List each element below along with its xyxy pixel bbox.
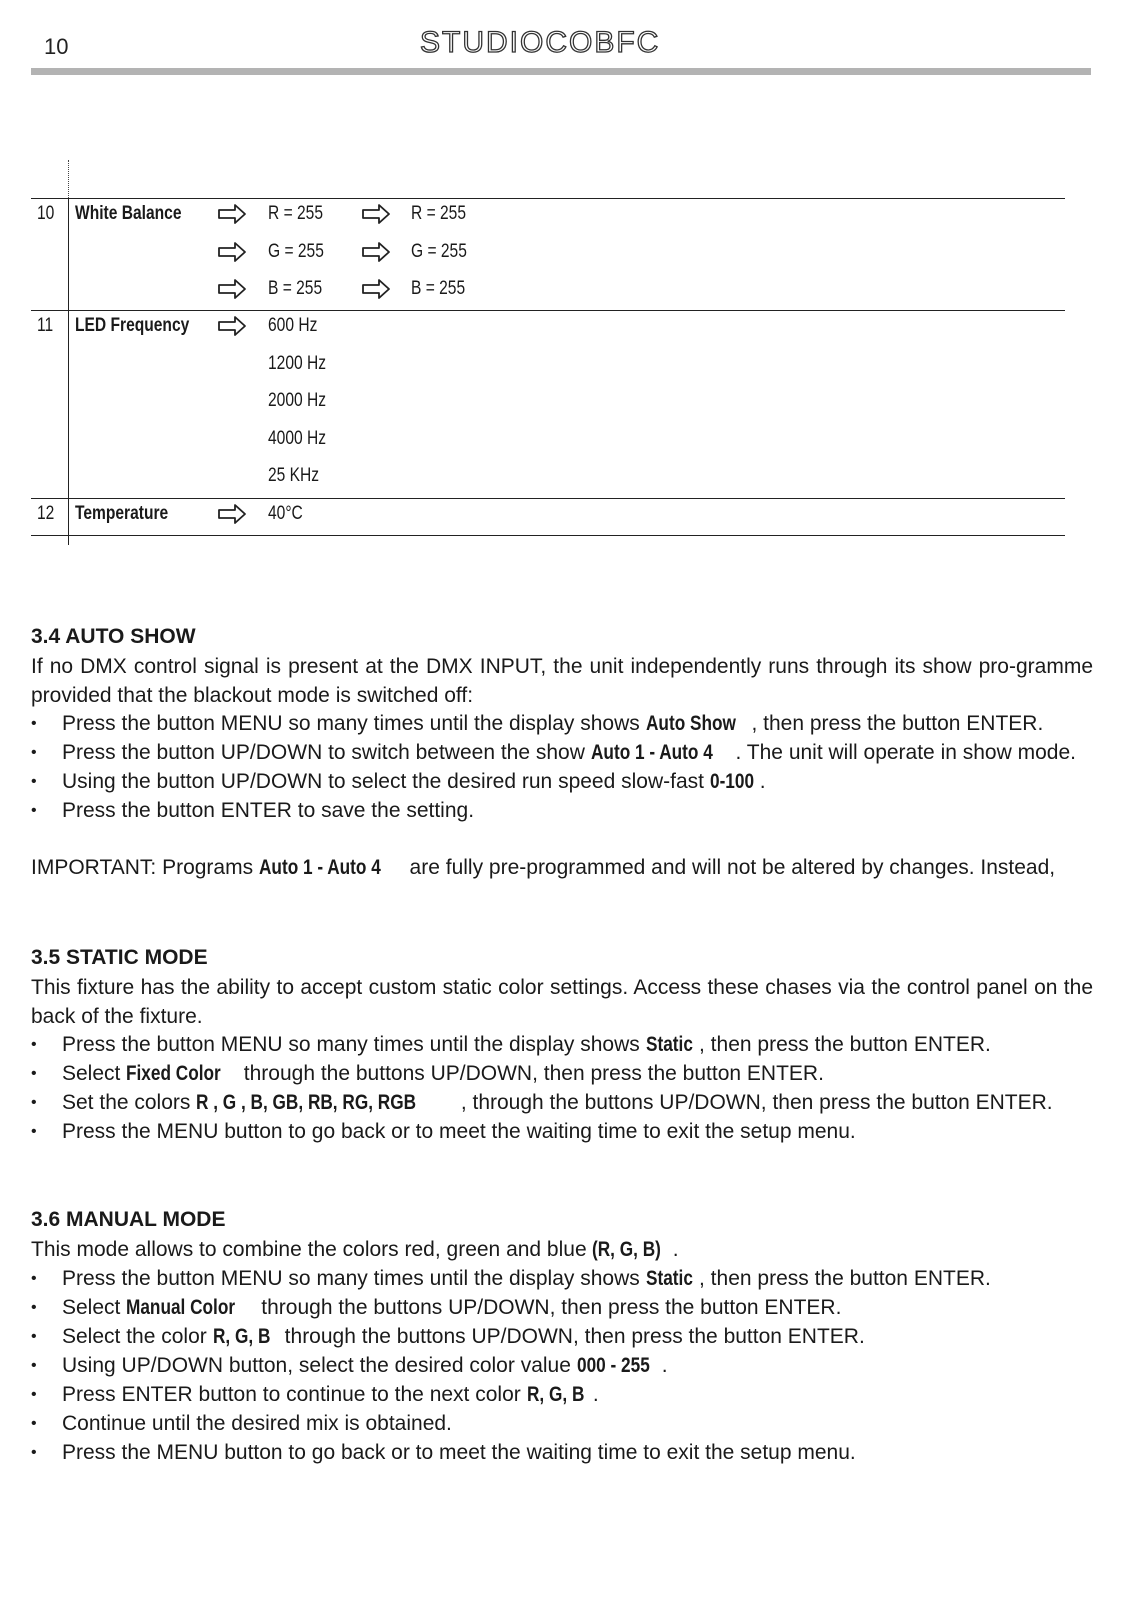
- row-value: 600 Hz: [268, 315, 318, 336]
- section-title-manual-mode: 3.6 MANUAL MODE: [31, 1208, 226, 1231]
- arrow-right-icon: [217, 202, 247, 226]
- header-rule: [31, 68, 1091, 75]
- row-value: G = 255: [268, 241, 324, 262]
- table-rule: [31, 535, 1065, 536]
- table-rule: [31, 310, 1065, 311]
- list-item: • Press the button MENU so many times until the display shows Static , then press the button ENTER.: [31, 1030, 1093, 1059]
- table-rule: [31, 498, 1065, 499]
- row-value: 2000 Hz: [268, 390, 327, 411]
- row-label: LED Frequency: [75, 315, 190, 336]
- static-mode-steps: [31, 1030, 1093, 1146]
- list-item: • Press the button ENTER to save the setting.: [31, 796, 1093, 825]
- row-number: 10: [37, 203, 55, 224]
- row-value: 4000 Hz: [268, 428, 327, 449]
- arrow-right-icon: [217, 314, 247, 338]
- list-item: • Select Manual Color through the buttons UP/DOWN, then press the button ENTER.: [31, 1293, 1093, 1322]
- row-number: 11: [37, 315, 54, 336]
- row-value: 25 KHz: [268, 465, 320, 486]
- manual-mode-intro: This mode allows to combine the colors red, green and blue (R, G, B) .: [31, 1238, 679, 1261]
- arrow-right-icon: [217, 277, 247, 301]
- manual-mode-steps: [31, 1264, 1093, 1467]
- list-item: • Select the color R, G, B through the buttons UP/DOWN, then press the button ENTER.: [31, 1322, 1093, 1351]
- row-value: 1200 Hz: [268, 353, 327, 374]
- row-value: B = 255: [268, 278, 323, 299]
- row-number: 12: [37, 503, 55, 524]
- arrow-right-icon: [217, 240, 247, 264]
- list-item: • Press ENTER button to continue to the next color R, G, B .: [31, 1380, 1093, 1409]
- row-value: R = 255: [411, 203, 467, 224]
- row-label: White Balance: [75, 203, 182, 224]
- section-title-static-mode: 3.5 STATIC MODE: [31, 946, 208, 969]
- settings-table: [31, 160, 1065, 545]
- brand-logo: STUDIOCOBFC: [420, 26, 661, 59]
- row-value: B = 255: [411, 278, 466, 299]
- list-item: • Press the button UP/DOWN to switch between the show Auto 1 - Auto 4 . The unit will operate in show mode.: [31, 738, 1093, 767]
- table-rule: [31, 198, 1065, 199]
- auto-show-important: IMPORTANT: Programs Auto 1 - Auto 4 are fully pre-programmed and will not be altered by changes. Instead,: [31, 856, 1056, 879]
- arrow-right-icon: [361, 277, 391, 301]
- row-value: 40°C: [268, 503, 303, 524]
- page-number: 10: [44, 34, 69, 59]
- list-item: • Set the colors R , G , B, GB, RB, RG, RGB , through the buttons UP/DOWN, then press the button ENTER.: [31, 1088, 1093, 1117]
- auto-show-intro: If no DMX control signal is present at the DMX INPUT, the unit independently runs through its show pro-gramme provided that the blackout mode is switched off:: [31, 655, 1093, 707]
- list-item: • Press the MENU button to go back or to meet the waiting time to exit the setup menu.: [31, 1117, 1093, 1146]
- list-item: • Select Fixed Color through the buttons UP/DOWN, then press the button ENTER.: [31, 1059, 1093, 1088]
- list-item: • Using the button UP/DOWN to select the desired run speed slow-fast 0-100 .: [31, 767, 1093, 796]
- static-mode-intro: This fixture has the ability to accept custom static color settings. Access these chases via the control panel on the back of the fixture.: [31, 976, 1093, 1028]
- section-title-auto-show: 3.4 AUTO SHOW: [31, 625, 196, 648]
- arrow-right-icon: [217, 502, 247, 526]
- row-value: R = 255: [268, 203, 324, 224]
- list-item: • Press the button MENU so many times until the display shows Static , then press the button ENTER.: [31, 1264, 1093, 1293]
- row-label: Temperature: [75, 503, 169, 524]
- list-item: • Press the MENU button to go back or to meet the waiting time to exit the setup menu.: [31, 1438, 1093, 1467]
- table-divider-dotted: [68, 160, 69, 198]
- list-item: • Using UP/DOWN button, select the desired color value 000 - 255 .: [31, 1351, 1093, 1380]
- arrow-right-icon: [361, 202, 391, 226]
- list-item: • Press the button MENU so many times until the display shows Auto Show , then press the button ENTER.: [31, 709, 1093, 738]
- auto-show-steps: [31, 709, 1093, 825]
- list-item: • Continue until the desired mix is obtained.: [31, 1409, 1093, 1438]
- arrow-right-icon: [361, 240, 391, 264]
- table-divider: [68, 198, 69, 545]
- row-value: G = 255: [411, 241, 467, 262]
